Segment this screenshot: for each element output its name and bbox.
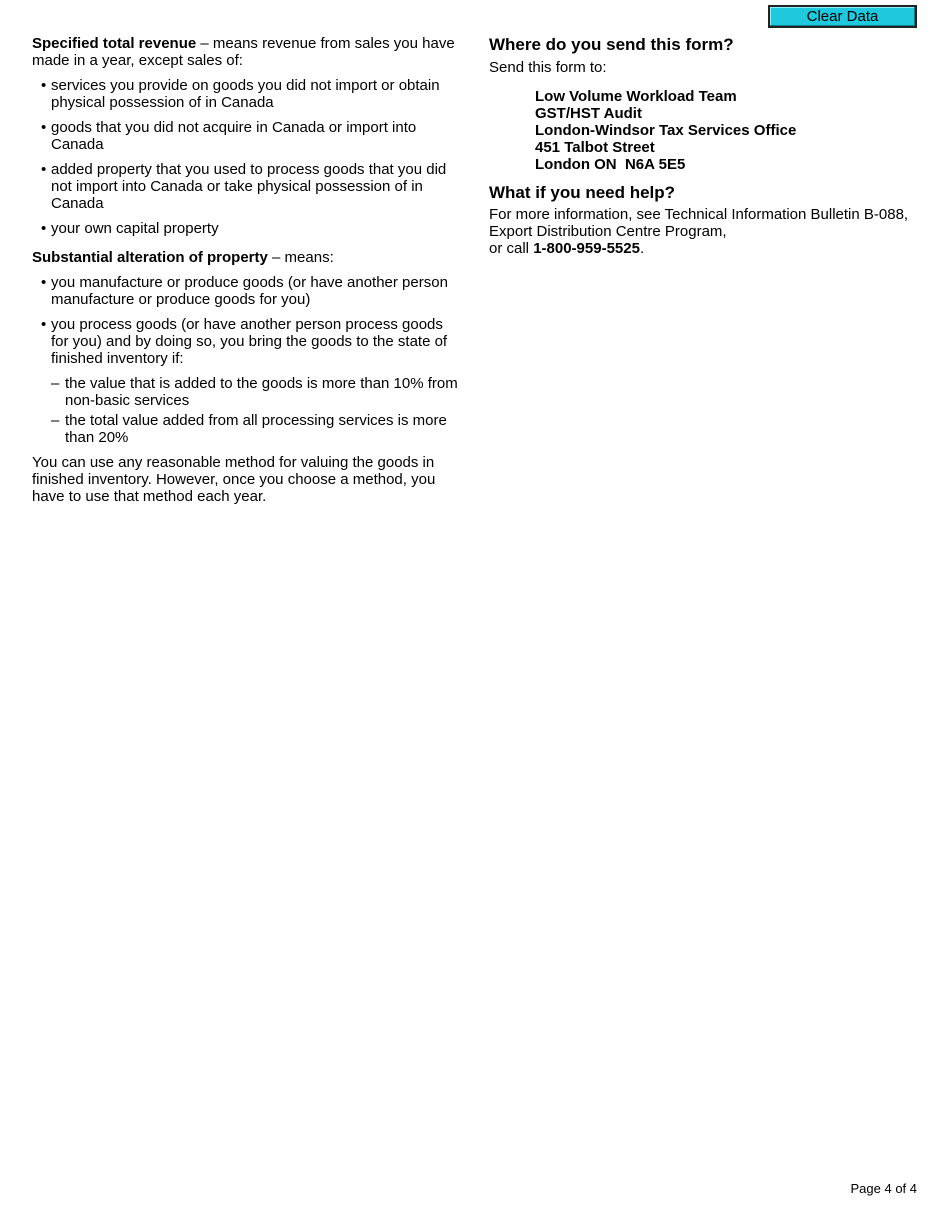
list-item: • your own capital property [32, 220, 464, 237]
send-form-heading: Where do you send this form? [489, 35, 734, 54]
list-item: • services you provide on goods you did not import or obtain physical possession of in Canada [32, 77, 464, 111]
address-line: London ON N6A 5E5 [535, 156, 686, 173]
valuation-method-note: You can use any reasonable method for valuing the goods in finished inventory. However, once you choose a method, you have to use that method each year. [32, 454, 436, 505]
list-item: • goods that you did not acquire in Canada or import into Canada [32, 119, 464, 153]
help-heading: What if you need help? [489, 183, 676, 202]
address-line: London-Windsor Tax Services Office [535, 122, 797, 139]
help-phone-number: 1-800-959-5525 [533, 240, 640, 257]
address-line: Low Volume Workload Team [535, 88, 737, 105]
send-form-intro: Send this form to: [489, 59, 607, 76]
substantial-alteration-definition: Substantial alteration of property – means: [32, 249, 334, 266]
address-line: GST/HST Audit [535, 105, 642, 122]
clear-data-button[interactable]: Clear Data [768, 5, 917, 28]
list-item: • added property that you used to process goods that you did not import into Canada or take physical possession of in Canada [32, 161, 464, 212]
substantial-alteration-term: Substantial alteration of property [32, 249, 268, 266]
specified-revenue-term: Specified total revenue [32, 35, 197, 52]
list-item: • you process goods (or have another person process goods for you) and by doing so, you bring the goods to the state of finished inventory if: [32, 316, 464, 367]
list-item: – the value that is added to the goods is more than 10% from non-basic services [32, 375, 464, 409]
page-number: Page 4 of 4 [850, 1181, 917, 1196]
mailing-address [535, 88, 909, 173]
help-text: For more information, see Technical Information Bulletin B-088, Export Distribution Centre Program, or call 1-800-959-5525. [489, 206, 909, 257]
list-item: – the total value added from all processing services is more than 20% [32, 412, 464, 446]
specified-revenue-definition: Specified total revenue – means revenue from sales you have made in a year, except sales of: [32, 35, 455, 69]
alteration-list [32, 274, 464, 367]
address-line: 451 Talbot Street [535, 139, 655, 156]
right-column [489, 35, 909, 257]
left-column [32, 35, 464, 505]
revenue-exclusions-list [32, 77, 464, 237]
alteration-conditions-list [32, 375, 464, 446]
list-item: • you manufacture or produce goods (or have another person manufacture or produce goods for you) [32, 274, 464, 308]
